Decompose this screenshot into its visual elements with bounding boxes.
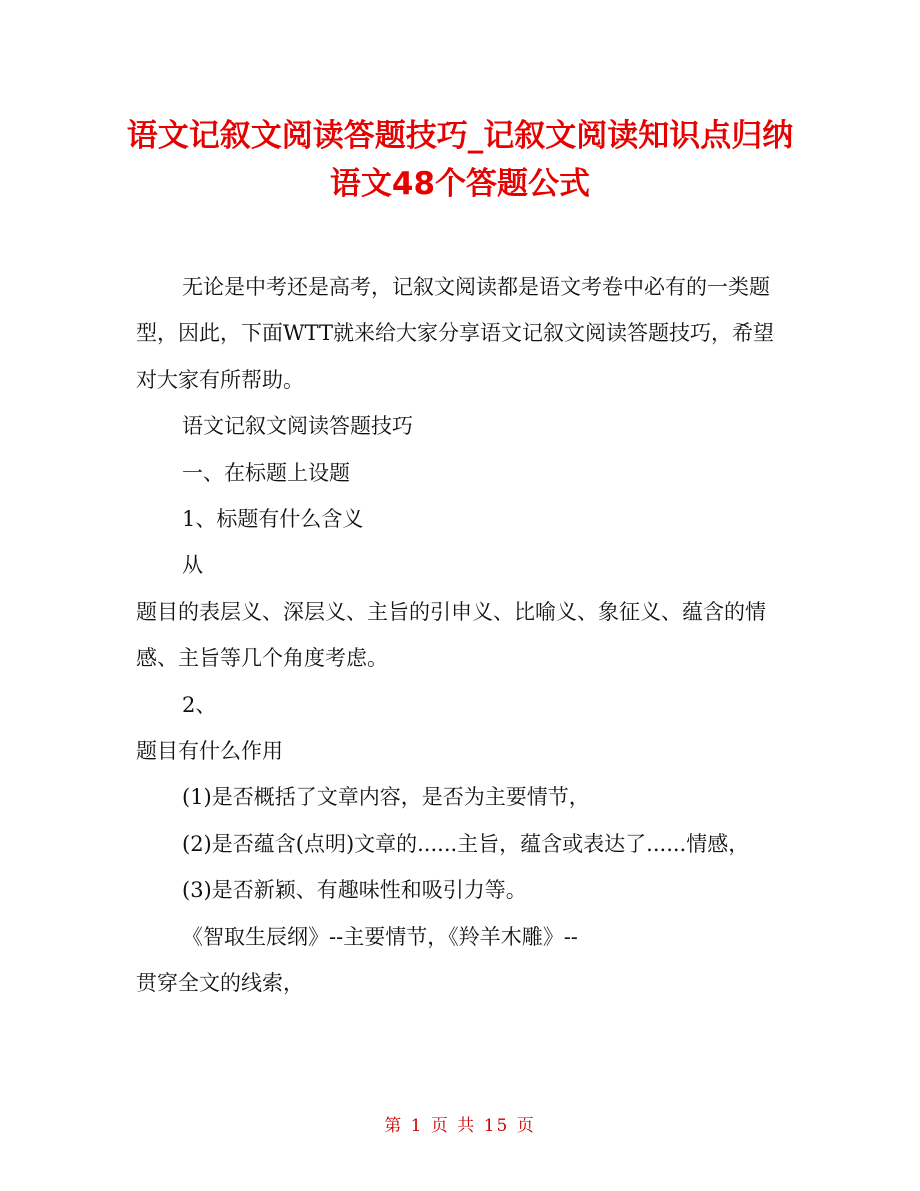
example-continuation: 贯穿全文的线索，	[136, 971, 304, 996]
document-title: 语文记叙文阅读答题技巧_记叙文阅读知识点归纳 语文48个答题公式	[126, 118, 794, 202]
section-heading: 语文记叙文阅读答题技巧	[182, 414, 413, 439]
paragraph-from: 从	[182, 553, 203, 578]
list-item-2: (2)是否蕴含(点明)文章的......主旨，蕴含或表达了......情感，	[182, 831, 750, 856]
paragraph-intro: 无论是中考还是高考，记叙文阅读都是语文考卷中必有的一类题型，因此，下面WTT就来给大家分享语文记叙文阅读答题技巧，希望对大家有所帮助。	[136, 275, 774, 392]
question-heading-1: 1、标题有什么含义	[182, 507, 364, 532]
list-item-3: (3)是否新颖、有趣味性和吸引力等。	[182, 878, 527, 903]
document-body	[136, 264, 786, 1007]
paragraph-title-meaning: 题目的表层义、深层义、主旨的引申义、比喻义、象征义、蕴含的情感、主旨等几个角度考虑。	[136, 599, 766, 671]
subsection-heading: 一、在标题上设题	[182, 460, 350, 485]
page-number-footer: 第 1 页 共 15 页	[384, 1116, 536, 1136]
paragraph-title-function: 题目有什么作用	[136, 739, 283, 764]
question-heading-2: 2、	[182, 692, 217, 717]
list-item-1: (1)是否概括了文章内容，是否为主要情节，	[182, 785, 590, 810]
example-line: 《智取生辰纲》--主要情节，《羚羊木雕》--	[182, 924, 578, 949]
